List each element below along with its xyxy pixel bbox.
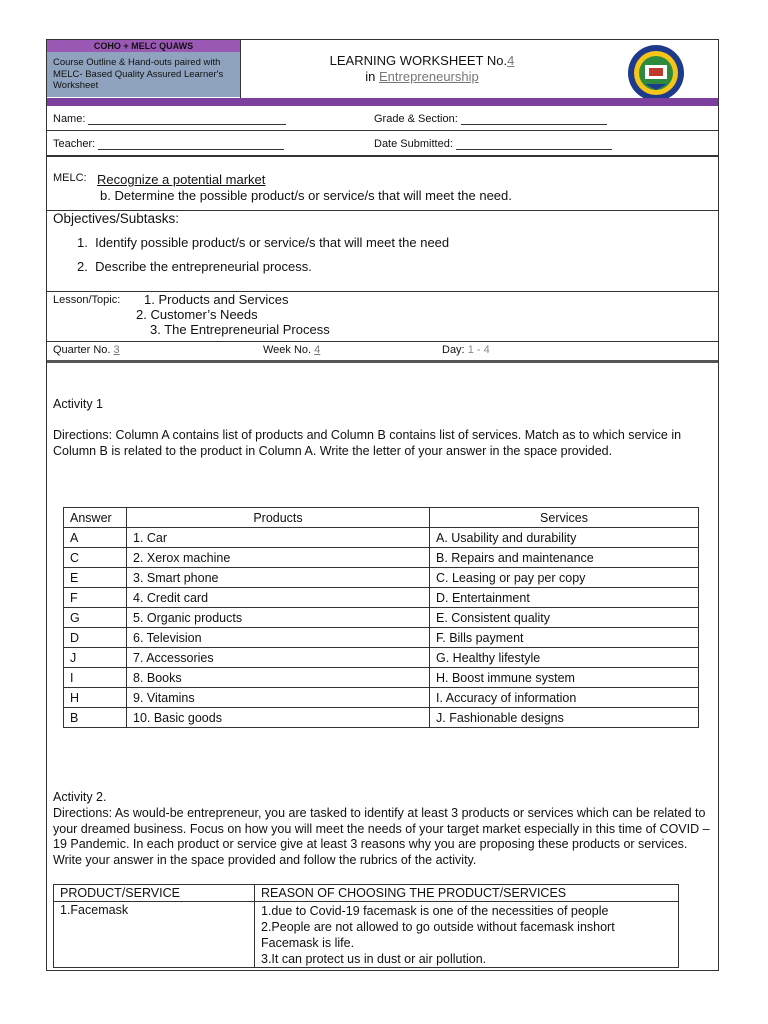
date-submitted-field: Date Submitted: (374, 138, 612, 150)
objective-item-2: 2. Describe the entrepreneurial process. (77, 259, 312, 274)
header-divider (240, 40, 241, 98)
lesson-topic-1: 1. Products and Services (144, 292, 289, 307)
product-cell: 1.Facemask (54, 902, 255, 968)
table-header-row (64, 508, 699, 528)
activity2-table (53, 884, 679, 968)
reasons-cell (255, 902, 679, 968)
table-row: A 1. Car A. Usability and durability (64, 528, 699, 548)
quarter-no: Quarter No. 3 (53, 344, 120, 356)
table-row: C 2. Xerox machine B. Repairs and maintenance (64, 548, 699, 568)
grade-section-field: Grade & Section: (374, 113, 607, 125)
reason-item: 3.It can protect us in dust or air pollution. (261, 952, 487, 966)
table-row: I 8. Books H. Boost immune system (64, 668, 699, 688)
header-reason: REASON OF CHOOSING THE PRODUCT/SERVICES (255, 885, 679, 902)
header-services: Services (430, 508, 699, 528)
objective-item-1: 1. Identify possible product/s or service/s that will meet the need (77, 235, 450, 250)
activity2-directions: Directions: As would-be entrepreneur, you are tasked to identify at least 3 products or services which can be related to your dreamed business. Focus on how you will meet the needs of your target market especially in this time of COVID – 19 Pandemic. In each product or service give at least 3 reasons why you are proposing these products or services. Write your answer in the space provided and follow the rubrics of the activity. (53, 806, 710, 867)
division-seal-logo (619, 44, 693, 102)
header-answer: Answer (64, 508, 127, 528)
name-field: Name: (53, 113, 286, 125)
header-products: Products (127, 508, 430, 528)
week-no: Week No. 4 (263, 344, 321, 356)
melc-label: MELC: (53, 172, 87, 184)
activity1-title: Activity 1 (53, 397, 104, 411)
lesson-label: Lesson/Topic: (53, 294, 121, 306)
activity2-title: Activity 2. (53, 790, 107, 804)
melc-competency: Recognize a potential market (97, 172, 266, 187)
table-row: E 3. Smart phone C. Leasing or pay per copy (64, 568, 699, 588)
table-row: D 6. Television F. Bills payment (64, 628, 699, 648)
header-product-service: PRODUCT/SERVICE (54, 885, 255, 902)
reason-item: 2.People are not allowed to go outside without facemask inshort Facemask is life. (261, 920, 615, 950)
melc-subtask: b. Determine the possible product/s or service/s that will meet the need. (100, 188, 512, 203)
table-row (54, 902, 679, 968)
activity1-directions: Directions: Column A contains list of products and Column B contains list of services. Match as to which service in Column B is related to the product in Column A. Write the letter of your answer in the space provided. (53, 428, 682, 458)
table-row: G 5. Organic products E. Consistent quality (64, 608, 699, 628)
table-row: H 9. Vitamins I. Accuracy of information (64, 688, 699, 708)
worksheet-title: LEARNING WORKSHEET No.4 in Entrepreneurship (329, 53, 515, 84)
objectives-heading: Objectives/Subtasks: (53, 211, 180, 226)
lesson-topic-3: 3. The Entrepreneurial Process (150, 322, 330, 337)
course-outline-box: Course Outline & Hand-outs paired with MELC- Based Quality Assured Learner's Worksheet (47, 52, 240, 97)
coho-tag: COHO + MELC QUAWS (47, 40, 240, 52)
day-range: Day: 1 - 4 (442, 344, 490, 356)
lesson-topic-2: 2. Customer’s Needs (136, 307, 258, 322)
worksheet-number: 4 (507, 53, 515, 68)
table-row: F 4. Credit card D. Entertainment (64, 588, 699, 608)
table-header-row (54, 885, 679, 902)
header-purple-bar (47, 98, 718, 106)
activity1-matching-table (63, 507, 699, 728)
table-row: J 7. Accessories G. Healthy lifestyle (64, 648, 699, 668)
reason-item: 1.due to Covid-19 facemask is one of the necessities of people (261, 904, 609, 918)
teacher-field: Teacher: (53, 138, 284, 150)
subject-name: Entrepreneurship (379, 69, 479, 84)
table-row: B 10. Basic goods J. Fashionable designs (64, 708, 699, 728)
